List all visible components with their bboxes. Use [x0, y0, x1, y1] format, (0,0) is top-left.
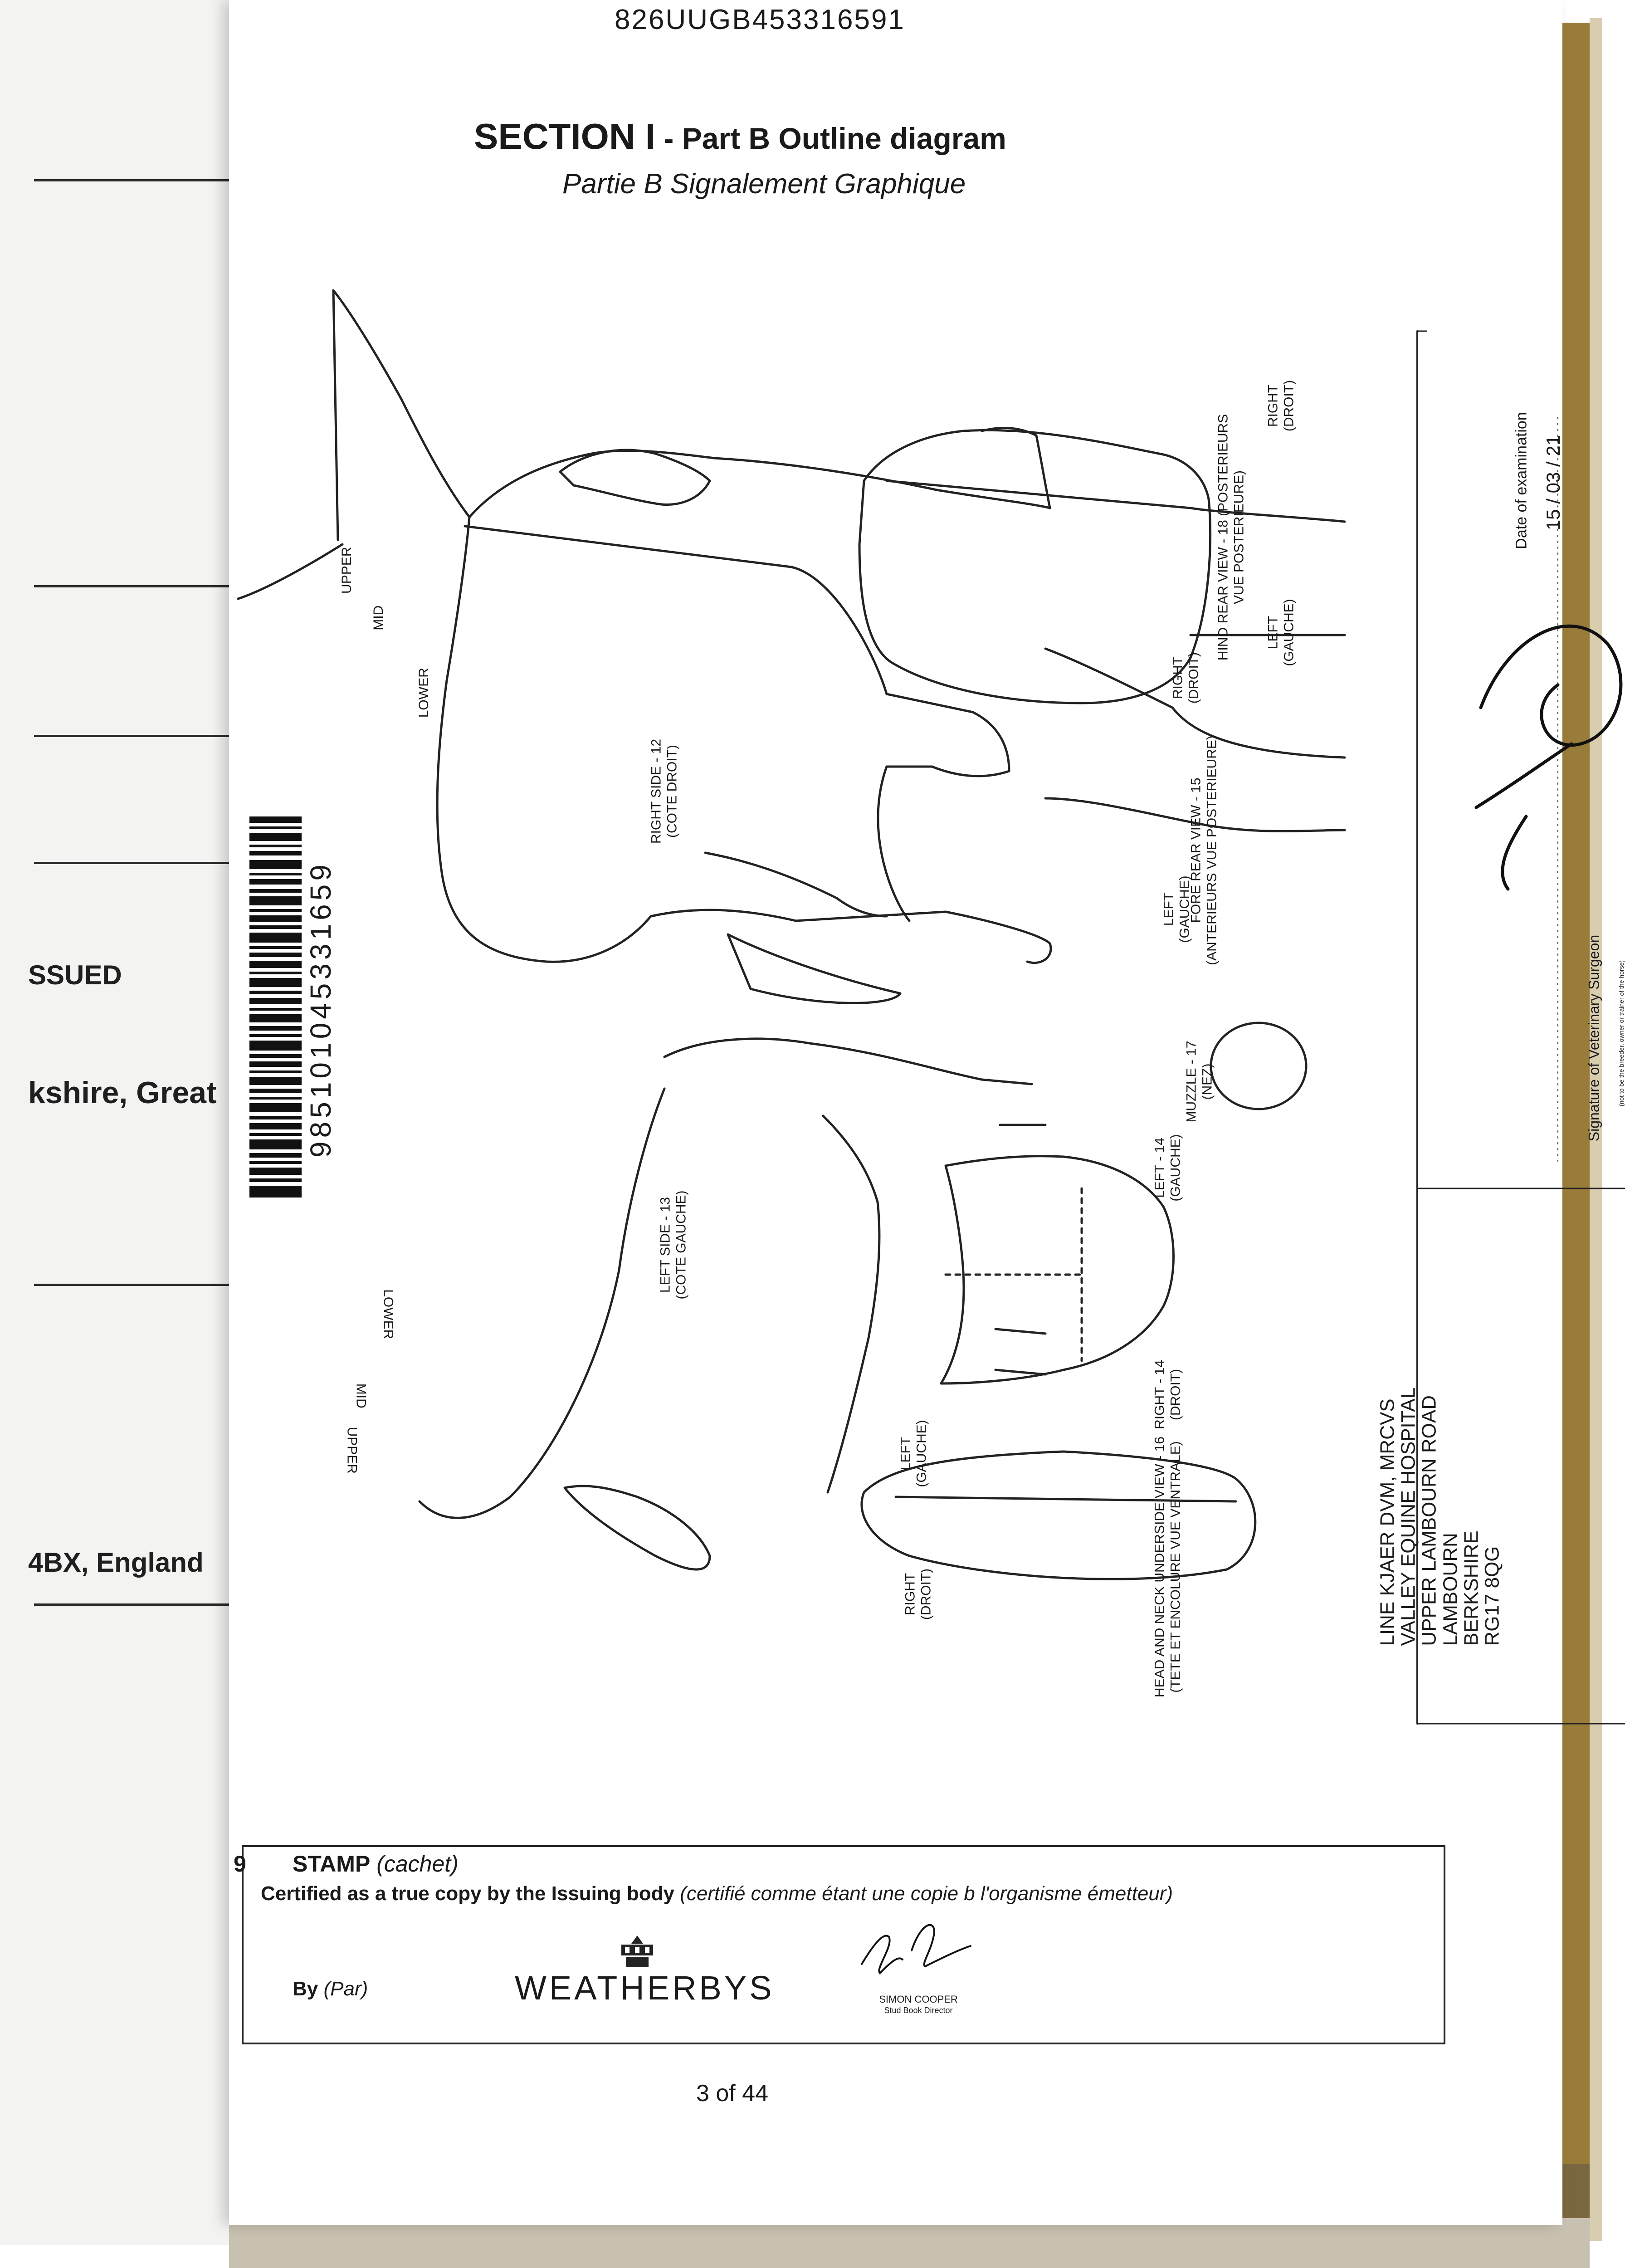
right-side-hindleg — [651, 910, 1051, 963]
label-underside-left: LEFT (GAUCHE) — [898, 1420, 929, 1487]
label-neck-lower-left: LOWER — [381, 1289, 396, 1339]
barcode-number: 985101045331659 — [304, 861, 337, 1158]
head-front-view — [941, 1156, 1174, 1383]
page-edge — [229, 2218, 1590, 2268]
right-side-back — [437, 517, 651, 962]
stamp-title: STAMP (cachet) — [293, 1851, 459, 1877]
label-head-right: RIGHT - 14 (DROIT) — [1152, 1360, 1183, 1429]
label-neck-mid-left: MID — [353, 1383, 369, 1408]
label-hind-left: LEFT (GAUCHE) — [1265, 599, 1296, 666]
label-fore-rear-view: FORE REAR VIEW - 15 (ANTERIEURS VUE POSTERIEURE) — [1188, 735, 1219, 965]
label-hind-rear-view: HIND REAR VIEW - 18 (POSTERIEURS VUE POSTERIEURE) — [1215, 414, 1246, 661]
label-head-underside: HEAD AND NECK UNDERSIDE VIEW - 16 (TETE ET ENCOLURE VUE VENTRALE) — [1152, 1436, 1183, 1698]
weatherbys-logo: WEATHERBYS — [515, 1969, 775, 2007]
left-side-tail — [664, 1039, 982, 1080]
weatherbys-crest-icon — [617, 1935, 658, 1969]
right-side-foreleg — [714, 458, 1050, 508]
left-side-belly — [823, 1116, 879, 1492]
vet-address: LINE KJAER DVM, MRCVS VALLEY EQUINE HOSPITAL UPPER LAMBOURN ROAD LAMBOURN BERKSHIRE RG17 8QG — [1376, 1387, 1503, 1646]
section-subtitle: Partie B Signalement Graphique — [562, 168, 966, 200]
section-title: SECTION I - Part B Outline diagram — [474, 116, 1006, 156]
page-number: 3 of 44 — [696, 2080, 769, 2107]
underlying-page — [0, 0, 254, 2245]
label-head-left: LEFT - 14 (GAUCHE) — [1152, 1134, 1183, 1202]
date-label: Date of examination — [1513, 412, 1530, 549]
right-side-mane — [238, 544, 342, 599]
hind-rear-tail — [887, 481, 1191, 508]
right-side-hoof — [982, 428, 1050, 508]
left-side-back — [420, 1089, 664, 1518]
right-side-stifle — [705, 853, 887, 916]
signer-title: Stud Book Director — [884, 2006, 953, 2015]
divider — [34, 585, 238, 587]
divider — [34, 862, 238, 864]
label-neck-upper-right: UPPER — [339, 547, 354, 594]
label-neck-upper-left: UPPER — [344, 1427, 360, 1474]
label-right-side: RIGHT SIDE - 12 (COTE DROIT) — [649, 738, 679, 844]
label-left-side: LEFT SIDE - 13 (COTE GAUCHE) — [658, 1190, 688, 1300]
divider — [34, 1284, 238, 1286]
label-fore-right: RIGHT (DROIT) — [1170, 652, 1201, 704]
passport-page — [229, 0, 1625, 2225]
divider — [34, 179, 238, 181]
signature-sublabel: (not to be the breeder, owner or trainer of the horse) — [1618, 960, 1625, 1107]
date-value: 15 / 03 / 21 — [1542, 435, 1564, 531]
hind-rear-view — [859, 430, 1210, 703]
by-label: By (Par) — [293, 1978, 368, 2000]
issued-text: SSUED — [28, 960, 122, 990]
right-side-head — [560, 450, 710, 504]
certified-text: Certified as a true copy by the Issuing body (certifié comme étant une copie b l'organisme émetteur) — [261, 1882, 1173, 1905]
stamp-number: 9 — [234, 1851, 246, 1877]
label-neck-mid-right: MID — [371, 605, 386, 631]
muzzle-outline — [1211, 1023, 1306, 1109]
director-signature — [857, 1914, 975, 1982]
divider — [34, 735, 238, 737]
document-number: 826UUGB453316591 — [615, 4, 905, 35]
label-muzzle: MUZZLE - 17 (NEZ) — [1184, 1041, 1215, 1123]
right-side-tail — [728, 934, 900, 1003]
label-neck-lower-right: LOWER — [416, 668, 431, 718]
signature-label: Signature of Veterinary Surgeon — [1586, 934, 1602, 1142]
postcode-text: 4BX, England — [28, 1547, 204, 1578]
outline-diagram — [229, 0, 1562, 1814]
divider — [34, 1603, 238, 1606]
county-text: kshire, Great — [28, 1075, 217, 1110]
hind-rear-right-leg — [1191, 508, 1345, 522]
underside-midline — [896, 1497, 1236, 1501]
left-side-legs — [982, 1080, 1045, 1374]
signer-name: SIMON COOPER — [879, 1994, 958, 2005]
left-side-head — [565, 1486, 710, 1569]
label-underside-right: RIGHT (DROIT) — [903, 1568, 933, 1620]
label-fore-left: LEFT (GAUCHE) — [1161, 875, 1192, 943]
right-side-belly-legs — [465, 526, 1009, 921]
right-side-neck — [333, 290, 469, 540]
head-crosshair — [946, 1188, 1082, 1361]
label-hind-right: RIGHT (DROIT) — [1265, 380, 1296, 432]
